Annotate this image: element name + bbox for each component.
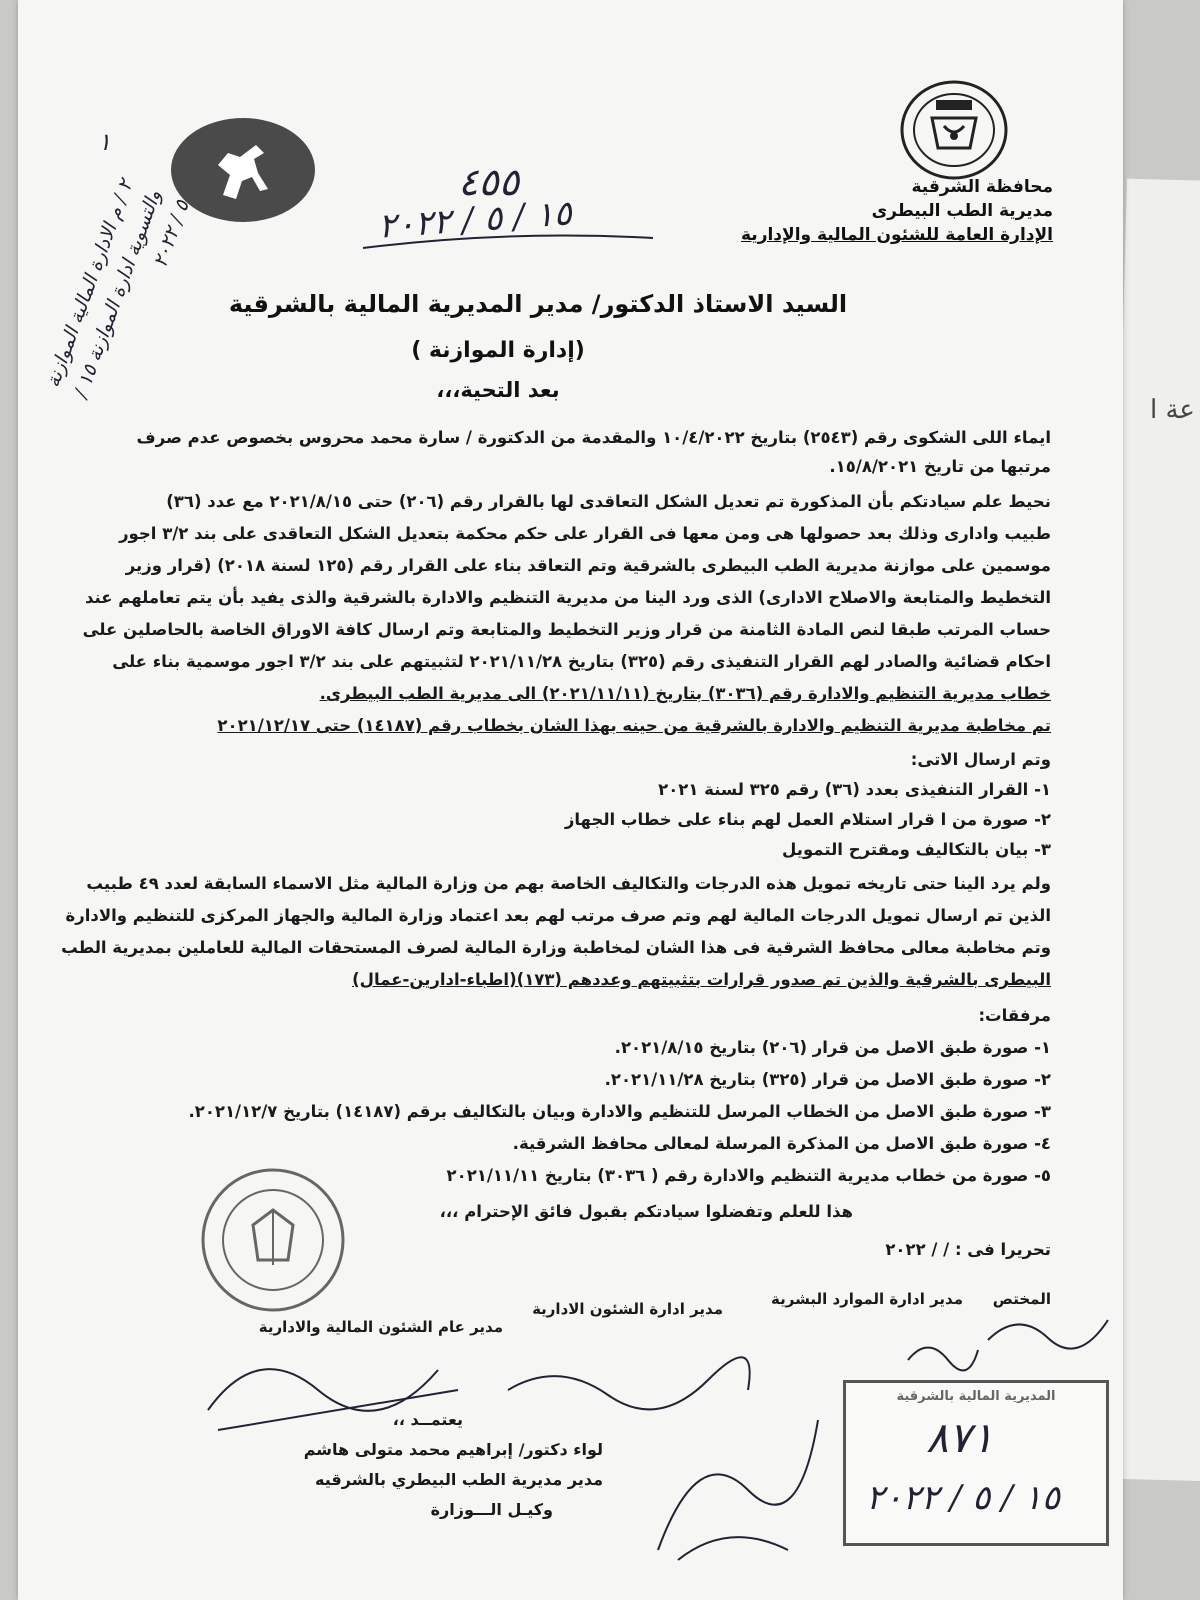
directorate-logo [898,78,1010,183]
governorate-name: محافظة الشرقية [911,177,1053,197]
specialist-signature [978,1300,1118,1360]
incoming-stamp [843,1380,1109,1546]
paragraph-4-line-2: الذين تم ارسال تمويل الدرجات المالية لهم وتم صرف مرتب لهم بعد اعتماد وزارة المالية والجهاز المركزى للتنظيم والادارة [65,906,1051,925]
paragraph-2-line-3: موسمين على موازنة مديرية الطب البيطرى بالشرقية وتم التعاقد بناء على القرار رقم (١٢٥ لسنة ٢٠١٨) (قرار وزير [125,556,1051,575]
letterhead [741,175,1053,247]
page-mark: ١ [98,128,111,156]
sent-items-intro: وتم ارسال الاتى: [910,750,1051,769]
directorate-name: مديرية الطب البيطرى [871,201,1053,221]
letter-page [18,0,1123,1600]
sent-item: ٢- صورة من ا قرار استلام العمل لهم بناء على خطاب الجهاز [564,810,1051,829]
paragraph-2-line-2: طبيب وادارى وذلك بعد حصولها هى ومن معها فى القرار على حكم محكمة بتعديل الشكل التعاقدى على بند ٣/٢ اجور [119,524,1051,543]
paragraph-4-line-4: البيطرى بالشرقية والذين تم صدور قرارات بتثبيتهم وعددهم (١٧٣)(اطباء-ادارين-عمال) [352,970,1051,989]
handwritten-date: ١٥ / ٥ / ٢٠٢٢ [376,193,574,247]
sent-item: ١- القرار التنفيذى بعدد (٣٦) رقم ٣٢٥ لسنة ٢٠٢١ [658,780,1051,799]
handwritten-underline [358,228,658,258]
official-round-stamp [198,1165,348,1315]
approval-title: يعتمــد ،، [392,1410,463,1429]
signatory-specialist: المختص [992,1290,1051,1308]
paragraph-1-line-1: ايماء اللى الشكوى رقم (٢٥٤٣) بتاريخ ١٠/٤/٢٠٢٢ والمقدمة من الدكتورة / سارة محمد محروس بخصوص عدم صرف [136,428,1051,447]
addressee-title: السيد الاستاذ الدكتور/ مدير المديرية المالية بالشرقية [228,290,848,318]
attachments-title: مرفقات: [978,1006,1051,1025]
administration-name: الإدارة العامة للشئون المالية والإدارية [741,225,1053,245]
incoming-stamp-number: ٨٧١ [926,1413,994,1462]
paragraph-2-line-1: نحيط علم سيادتكم بأن المذكورة تم تعديل الشكل التعاقدى لها بالقرار رقم (٢٠٦) حتى ٢٠٢١/٨/١٥ مع عدد (٣٦) [166,492,1051,511]
attachment-item: ٢- صورة طبق الاصل من قرار (٣٢٥) بتاريخ ٢٠٢١/١١/٢٨. [604,1070,1051,1089]
incoming-stamp-header: المديرية المالية بالشرقية [896,1389,1056,1404]
signatory-admin-affairs-manager: مدير ادارة الشئون الادارية [532,1300,723,1318]
paragraph-2-line-5: حساب المرتب طبقا لنص المادة الثامنة من قرار وزير التخطيط والمتابعة وتم ارسال كافة الاوراق الخاصة بالحاصلين على [82,620,1051,639]
paragraph-2-line-6: احكام قضائية والصادر لهم القرار التنفيذى رقم (٣٢٥) بتاريخ ٢٠٢١/١١/٢٨ لتثبيتهم على بند ٣/٢ اجور موسمية بناء على [112,652,1051,671]
written-on-date: تحريرا فى : / / ٢٠٢٢ [885,1240,1051,1259]
signatory-general-manager: مدير عام الشئون المالية والادارية [258,1318,503,1336]
addressee-department: (إدارة الموازنة ) [411,338,585,363]
approval-position: مدير مديرية الطب البيطري بالشرقيه [315,1470,603,1489]
paragraph-2-line-8: تم مخاطبة مديرية التنظيم والادارة بالشرقية من حينه بهذا الشان بخطاب رقم (١٤١٨٧) حتى ٢٠٢١/١٢/١٧ [217,716,1051,735]
greeting: بعد التحية،،، [436,378,560,402]
attachment-item: ١- صورة طبق الاصل من قرار (٢٠٦) بتاريخ ٢٠٢١/٨/١٥. [614,1038,1051,1057]
attachment-item: ٥- صورة من خطاب مديرية التنظيم والادارة رقم ( ٣٠٣٦) بتاريخ ٢٠٢١/١١/١١ [446,1166,1051,1185]
background-paper-text: عة ا [1150,395,1195,425]
paragraph-4-line-3: وتم مخاطبة معالى محافظ الشرقية فى هذا الشان لمخاطبة وزارة المالية لصرف المستحقات المالية للعاملين بمديرية الطب [61,938,1051,957]
closing-line: هذا للعلم وتفضلوا سيادتكم بقبول فائق الإحترام ،،، [439,1202,853,1221]
attachment-item: ٣- صورة طبق الاصل من الخطاب المرسل للتنظيم والادارة وبيان بالتكاليف برقم (١٤١٨٧) بتاريخ ٢٠٢١/١٢/٧. [188,1102,1051,1121]
handwritten-margin-note: ٢ / م الادارة المالية الموازنة والتسوية ادارة الموازنة ١٥ / ٥ / ٢٠٢٢ [41,176,194,401]
handwritten-reference-number: ٤٥٥ [458,160,520,204]
approval-name: لواء دكتور/ إبراهيم محمد متولى هاشم [303,1440,603,1459]
incoming-stamp-date: ١٥ / ٥ / ٢٠٢٢ [866,1478,1060,1518]
attachment-item: ٤- صورة طبق الاصل من المذكرة المرسلة لمعالى محافظ الشرقية. [512,1134,1051,1153]
handwritten-approval-note [638,1400,838,1570]
paragraph-2-line-4: التخطيط والمتابعة والاصلاح الادارى) الذى ورد الينا من مديرية التنظيم والادارة بالشرقية والذى يفيد بأن يتم تعاملهم عند [84,588,1051,607]
paragraph-4-line-1: ولم يرد الينا حتى تاريخه تمويل هذه الدرجات والتكاليف الخاصة بهم من وزارة المالية مثل الاسماء السابقة لعدد ٤٩ طبيب [86,874,1051,893]
approval-ministry: وكيـل الـــوزارة [430,1500,553,1519]
paragraph-1-line-2: مرتبها من تاريخ ١٥/٨/٢٠٢١. [829,457,1051,476]
sent-item: ٣- بيان بالتكاليف ومقترح التمويل [782,840,1051,859]
paragraph-2-line-7: خطاب مديرية التنظيم والادارة رقم (٣٠٣٦) بتاريخ (٢٠٢١/١١/١١) الى مديرية الطب البيطرى. [319,684,1051,703]
signatory-hr-manager: مدير ادارة الموارد البشرية [771,1290,963,1308]
